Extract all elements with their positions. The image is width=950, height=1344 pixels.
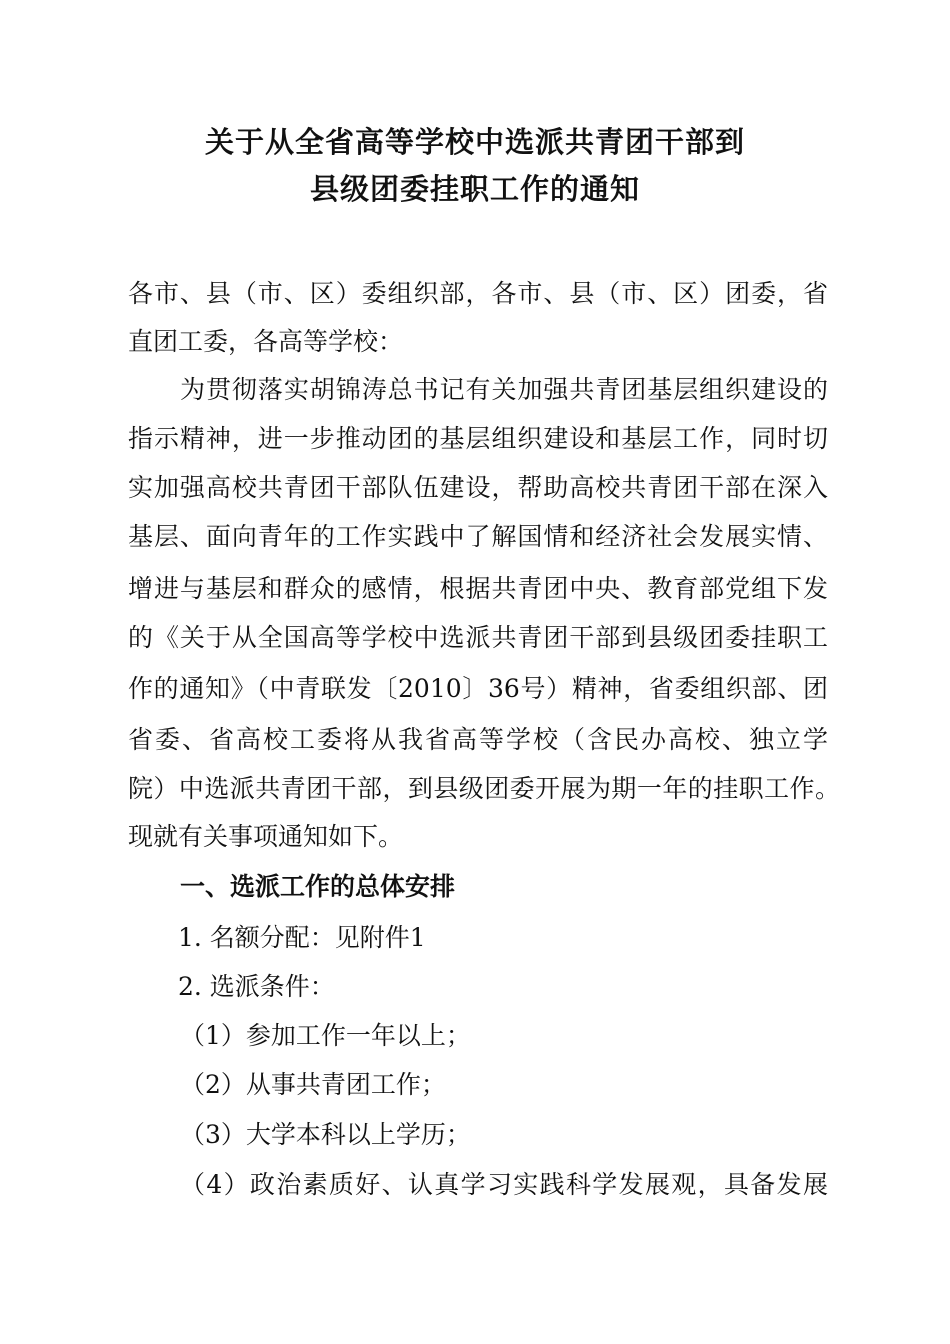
paragraph-line: 作的通知》（中青联发〔2010〕36号）精神，省委组织部、团 — [128, 674, 828, 703]
paragraph-line: 省委、省高校工委将从我省高等学校（含民办高校、独立学 — [128, 725, 828, 754]
condition-item: （2）从事共青团工作； — [180, 1070, 446, 1099]
paragraph-line: 的《关于从全国高等学校中选派共青团干部到县级团委挂职工 — [128, 623, 828, 652]
paragraph-line: 指示精神，进一步推动团的基层组织建设和基层工作，同时切 — [128, 424, 828, 453]
section-heading: 一、选派工作的总体安排 — [180, 872, 456, 901]
list-item: 2. 选派条件： — [178, 972, 335, 1001]
addressee-line: 直团工委，各高等学校： — [128, 327, 404, 356]
condition-item: （3）大学本科以上学历； — [180, 1120, 471, 1149]
paragraph-line: 为贯彻落实胡锦涛总书记有关加强共青团基层组织建设的 — [180, 375, 828, 404]
paragraph-line: 实加强高校共青团干部队伍建设，帮助高校共青团干部在深入 — [128, 473, 828, 502]
addressee-line: 各市、县（市、区）委组织部，各市、县（市、区）团委，省 — [128, 279, 828, 308]
condition-item: （4）政治素质好、认真学习实践科学发展观，具备发展 — [180, 1170, 828, 1199]
paragraph-line: 院）中选派共青团干部，到县级团委开展为期一年的挂职工作。 — [128, 774, 840, 803]
paragraph-line: 基层、面向青年的工作实践中了解国情和经济社会发展实情、 — [128, 522, 828, 551]
paragraph-line: 增进与基层和群众的感情，根据共青团中央、教育部党组下发 — [128, 574, 828, 603]
list-item: 1. 名额分配：见附件1 — [178, 923, 426, 952]
document-title-line-2: 县级团委挂职工作的通知 — [309, 172, 640, 206]
document-title-line-1: 关于从全省高等学校中选派共青团干部到 — [204, 125, 745, 159]
paragraph-line: 现就有关事项通知如下。 — [128, 822, 404, 851]
condition-item: （1）参加工作一年以上； — [180, 1021, 471, 1050]
